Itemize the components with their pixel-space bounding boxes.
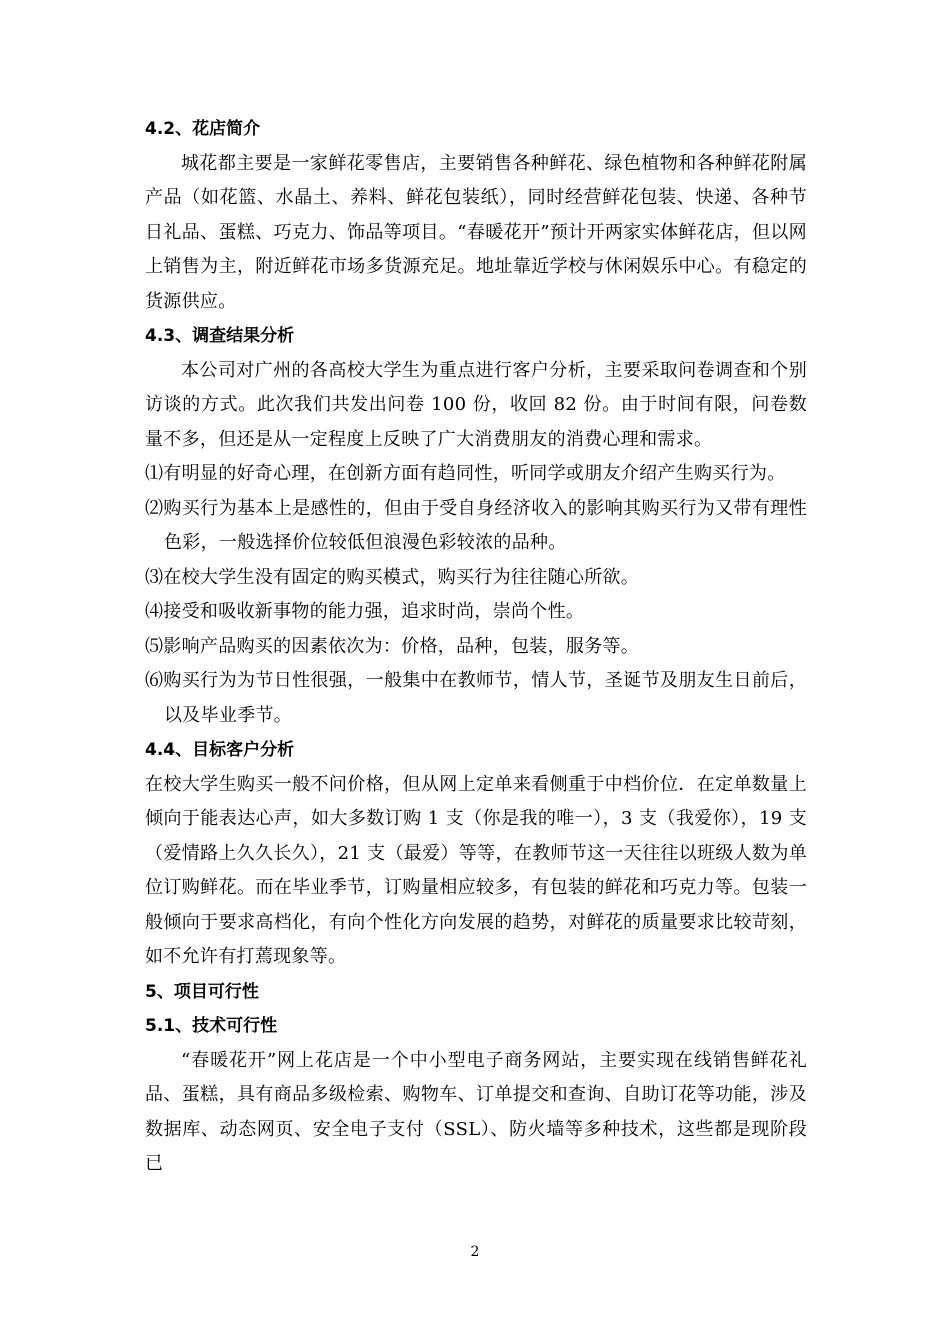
- section-heading-5: 5、项目可行性: [145, 981, 259, 1002]
- paragraph-flower-shop-intro: 城花都主要是一家鲜花零售店，主要销售各种鲜花、绿色植物和各种鲜花附属产品（如花篮、水晶土、养料、鲜花包装纸），同时经营鲜花包装、快递、各种节日礼品、蛋糕、巧克力、饰品等项目。“春暖花开”预计开两家实体鲜花店，但以网上销售为主，附近鲜花市场多货源充足。地址靠近学校与休闲娱乐中心。有稳定的货源供应。: [145, 152, 807, 312]
- list-item: ⑷接受和吸收新事物的能力强，追求时尚，崇尚个性。: [145, 601, 585, 622]
- list-item: ⑴有明显的好奇心理，在创新方面有趋同性，听同学或朋友介绍产生购买行为。: [145, 463, 786, 484]
- list-item: ⑶在校大学生没有固定的购买模式，购买行为往往随心所欲。: [145, 566, 640, 588]
- section-heading-5-1: 5.1、技术可行性: [145, 1016, 278, 1036]
- section-heading-4-3: 4.3、调查结果分析: [145, 326, 295, 346]
- list-item: ⑸影响产品购买的因素依次为：价格，品种，包装，服务等。: [145, 635, 640, 657]
- list-item: ⑹购买行为为节日性很强，一般集中在教师节，情人节，圣诞节及朋友生日前后， 以及毕业季节。: [145, 670, 807, 726]
- section-heading-4-4: 4.4、目标客户分析: [145, 740, 295, 760]
- paragraph-survey-analysis: 本公司对广州的各高校大学生为重点进行客户分析，主要采取问卷调查和个别访谈的方式。此次我们共发出问卷 100 份，收回 82 份。由于时间有限，问卷数量不多，但还是从一定程度上反映了广大消费朋友的消费心理和需求。: [145, 359, 807, 450]
- paragraph-target-customers: 在校大学生购买一般不问价格，但从网上定单来看侧重于中档价位．在定单数量上倾向于能表达心声，如大多数订购 1 支（你是我的唯一），3 支（我爱你），19 支（爱情路上久久长久），21 支（最爱）等等，在教师节这一天往往以班级人数为单位订购鲜花。而在毕业季节，订购量相应较多，有包装的鲜花和巧克力等。包装一般倾向于要求高档化，有向个性化方向发展的趋势，对鲜花的质量要求比较苛刻，如不允许有打蔫现象等。: [145, 773, 807, 967]
- list-item: ⑵购买行为基本上是感性的，但由于受自身经济收入的影响其购买行为又带有理性色彩，一般选择价位较低但浪漫色彩较浓的品种。: [145, 497, 807, 553]
- section-heading-4-2: 4.2、花店简介: [145, 119, 261, 139]
- document-page: [145, 112, 807, 1182]
- page-number: 2: [470, 1244, 480, 1260]
- paragraph-technical-feasibility: “春暖花开”网上花店是一个中小型电子商务网站，主要实现在线销售鲜花礼品、蛋糕，具有商品多级检索、购物车、订单提交和查询、自助订花等功能，涉及数据库、动态网页、安全电子支付（SSL）、防火墙等多种技术，这些都是现阶段已: [145, 1049, 807, 1174]
